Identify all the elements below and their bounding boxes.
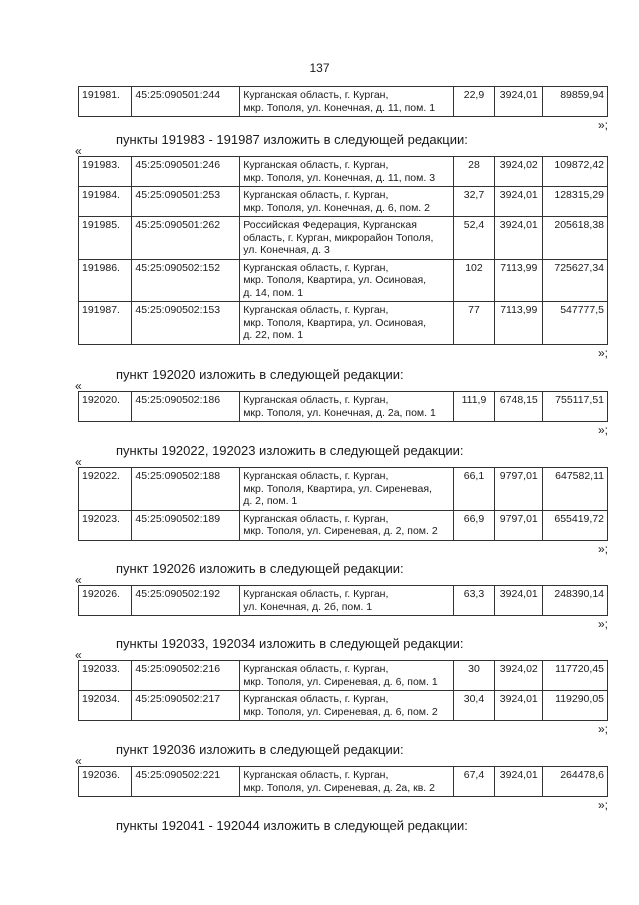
address-line: Курганская область, г. Курган, [243, 470, 389, 482]
cadastral-number: 45:25:090502:216 [132, 661, 240, 691]
address-cell [240, 691, 454, 721]
closing-quote: »; [597, 617, 608, 631]
cadastral-number: 45:25:090502:153 [132, 302, 240, 345]
unit-price: 3924,01 [495, 187, 543, 217]
address-line: ул. Конечная, д. 2б, пом. 1 [243, 600, 373, 613]
entries-table [78, 156, 608, 345]
section-2 [75, 367, 608, 438]
entries-table [78, 391, 608, 422]
section-heading: пункт 192036 изложить в следующей редакции: [116, 742, 404, 757]
address-line: мкр. Тополя, ул. Конечная, д. 2а, пом. 1 [243, 406, 436, 419]
address-line: Курганская область, г. Курган, [243, 663, 389, 675]
address-line: Курганская область, г. Курган, [243, 512, 389, 525]
cadastral-number: 45:25:090502:186 [132, 392, 240, 422]
table-row [79, 691, 608, 721]
entry-number: 191981. [79, 87, 132, 117]
closing-quote: »; [597, 541, 608, 556]
entry-number: 192034. [79, 691, 132, 721]
cadastral-number: 45:25:090502:189 [132, 510, 240, 540]
section-heading: пункты 191983 - 191987 изложить в следующей редакции: [116, 132, 468, 147]
table-row [79, 87, 608, 117]
address-line: мкр. Тополя, ул. Сиреневая, д. 6, пом. 2 [243, 705, 438, 718]
area-value: 30 [453, 661, 494, 691]
cadastral-value: 547777,5 [543, 302, 608, 345]
address-cell [240, 302, 454, 345]
entry-number: 191984. [79, 187, 132, 217]
opening-quote: « [75, 648, 82, 662]
address-line: д. 2, пом. 1 [243, 495, 298, 507]
address-line: Курганская область, г. Курган, [243, 159, 389, 171]
address-line: Курганская область, г. Курган, [243, 588, 389, 600]
address-cell [240, 586, 454, 616]
address-cell [240, 767, 454, 797]
address-line: Курганская область, г. Курган, [243, 304, 389, 316]
table-row [79, 157, 608, 187]
closing-quote: »; [597, 423, 608, 437]
area-value: 28 [453, 157, 494, 187]
closing-quote: »; [597, 722, 608, 736]
address-line: д. 14, пом. 1 [243, 286, 304, 299]
final-heading: пункты 192041 - 192044 изложить в следующей редакции: [116, 818, 468, 833]
table-row [79, 392, 608, 422]
table-row [79, 468, 608, 511]
area-value: 30,4 [453, 691, 494, 721]
section-4 [75, 561, 608, 632]
cadastral-value: 128315,29 [543, 187, 608, 217]
area-value: 66,9 [453, 510, 494, 540]
entries-table [78, 766, 608, 797]
section-heading: пункт 192026 изложить в следующей редакции: [116, 561, 404, 576]
opening-quote: « [75, 455, 82, 469]
section-1 [75, 132, 608, 361]
cadastral-value: 117720,45 [543, 661, 608, 691]
area-value: 52,4 [453, 217, 494, 260]
address-cell [240, 468, 454, 511]
unit-price: 7113,99 [495, 302, 543, 345]
address-line: Курганская область, г. Курган, [243, 394, 389, 406]
address-line: Курганская область, г. Курган, [243, 693, 389, 705]
entry-number: 192020. [79, 392, 132, 422]
address-line: ул. Конечная, д. 3 [243, 244, 330, 256]
unit-price: 6748,15 [495, 392, 543, 422]
address-line: мкр. Тополя, ул. Конечная, д. 11, пом. 3 [243, 171, 436, 184]
entry-number: 191986. [79, 259, 132, 302]
entry-number: 191987. [79, 302, 132, 345]
address-line: Курганская область, г. Курган, [243, 189, 389, 201]
entry-number: 192026. [79, 586, 132, 616]
address-cell [240, 217, 454, 260]
entries-table [78, 585, 608, 616]
address-line: мкр. Тополя, ул. Конечная, д. 11, пом. 1 [243, 101, 436, 114]
table-row [79, 510, 608, 540]
address-line: мкр. Тополя, Квартира, ул. Осиновая, [243, 316, 427, 329]
table-row [79, 767, 608, 797]
address-line: мкр. Тополя, ул. Сиреневая, д. 2а, кв. 2 [243, 781, 435, 794]
area-value: 22,9 [453, 87, 494, 117]
cadastral-number: 45:25:090501:262 [132, 217, 240, 260]
cadastral-number: 45:25:090501:253 [132, 187, 240, 217]
address-cell [240, 87, 454, 117]
area-value: 63,3 [453, 586, 494, 616]
entries-table [78, 467, 608, 541]
opening-quote: « [75, 144, 82, 158]
opening-quote: « [75, 754, 82, 768]
address-line: мкр. Тополя, ул. Сиреневая, д. 6, пом. 1 [243, 675, 438, 688]
table-row [79, 586, 608, 616]
page-number: 137 [309, 61, 330, 75]
address-cell [240, 187, 454, 217]
table-row [79, 302, 608, 345]
cadastral-value: 248390,14 [543, 586, 608, 616]
address-cell [240, 392, 454, 422]
section-3 [75, 443, 608, 557]
entry-number: 191983. [79, 157, 132, 187]
unit-price: 3924,01 [495, 87, 543, 117]
address-line: Курганская область, г. Курган, [243, 89, 389, 101]
section-heading: пункты 192033, 192034 изложить в следующей редакции: [116, 636, 464, 651]
section-heading: пункт 192020 изложить в следующей редакции: [116, 367, 404, 382]
cadastral-value: 264478,6 [543, 767, 608, 797]
unit-price: 3924,01 [495, 767, 543, 797]
cadastral-value: 205618,38 [543, 217, 608, 260]
cadastral-number: 45:25:090502:217 [132, 691, 240, 721]
final-section [78, 818, 608, 834]
unit-price: 3924,02 [495, 661, 543, 691]
cadastral-value: 119290,05 [543, 691, 608, 721]
section-5 [75, 636, 608, 737]
unit-price: 3924,01 [495, 691, 543, 721]
table-row [79, 259, 608, 302]
entry-number: 192033. [79, 661, 132, 691]
entry-number: 192036. [79, 767, 132, 797]
address-line: д. 22, пом. 1 [243, 329, 304, 341]
address-line: мкр. Тополя, Квартира, ул. Сиреневая, [243, 482, 432, 495]
address-cell [240, 661, 454, 691]
cadastral-value: 655419,72 [543, 510, 608, 540]
opening-quote: « [75, 379, 82, 393]
closing-quote: »; [597, 798, 608, 812]
address-line: мкр. Тополя, ул. Конечная, д. 6, пом. 2 [243, 201, 430, 214]
closing-quote: »; [597, 118, 608, 132]
unit-price: 7113,99 [495, 259, 543, 302]
cadastral-number: 45:25:090502:192 [132, 586, 240, 616]
opening-quote: « [75, 573, 82, 587]
address-line: Курганская область, г. Курган, [243, 769, 389, 781]
address-line: мкр. Тополя, ул. Сиреневая, д. 2, пом. 2 [243, 525, 438, 537]
table-row [79, 217, 608, 260]
area-value: 32,7 [453, 187, 494, 217]
section-0 [78, 86, 608, 133]
cadastral-value: 109872,42 [543, 157, 608, 187]
entry-number: 191985. [79, 217, 132, 260]
cadastral-number: 45:25:090502:152 [132, 259, 240, 302]
address-cell [240, 157, 454, 187]
address-line: Российская Федерация, Курганская [243, 219, 417, 231]
area-value: 111,9 [453, 392, 494, 422]
cadastral-value: 647582,11 [543, 468, 608, 511]
area-value: 67,4 [453, 767, 494, 797]
entry-number: 192023. [79, 510, 132, 540]
address-cell [240, 510, 454, 540]
unit-price: 3924,02 [495, 157, 543, 187]
entries-table [78, 86, 608, 117]
cadastral-number: 45:25:090501:244 [132, 87, 240, 117]
cadastral-number: 45:25:090502:188 [132, 468, 240, 511]
unit-price: 3924,01 [495, 586, 543, 616]
area-value: 77 [453, 302, 494, 345]
entry-number: 192022. [79, 468, 132, 511]
cadastral-value: 725627,34 [543, 259, 608, 302]
entries-table [78, 660, 608, 721]
unit-price: 9797,01 [495, 510, 543, 540]
cadastral-value: 755117,51 [543, 392, 608, 422]
table-row [79, 187, 608, 217]
section-6 [75, 742, 608, 813]
cadastral-number: 45:25:090502:221 [132, 767, 240, 797]
closing-quote: »; [597, 345, 608, 360]
unit-price: 9797,01 [495, 468, 543, 511]
cadastral-value: 89859,94 [543, 87, 608, 117]
section-heading: пункты 192022, 192023 изложить в следующей редакции: [116, 443, 464, 458]
table-row [79, 661, 608, 691]
address-line: Курганская область, г. Курган, [243, 261, 389, 274]
address-line: область, г. Курган, микрорайон Тополя, [243, 231, 434, 244]
unit-price: 3924,01 [495, 217, 543, 260]
address-cell [240, 259, 454, 302]
cadastral-number: 45:25:090501:246 [132, 157, 240, 187]
area-value: 102 [453, 259, 494, 302]
address-line: мкр. Тополя, Квартира, ул. Осиновая, [243, 274, 427, 286]
area-value: 66,1 [453, 468, 494, 511]
